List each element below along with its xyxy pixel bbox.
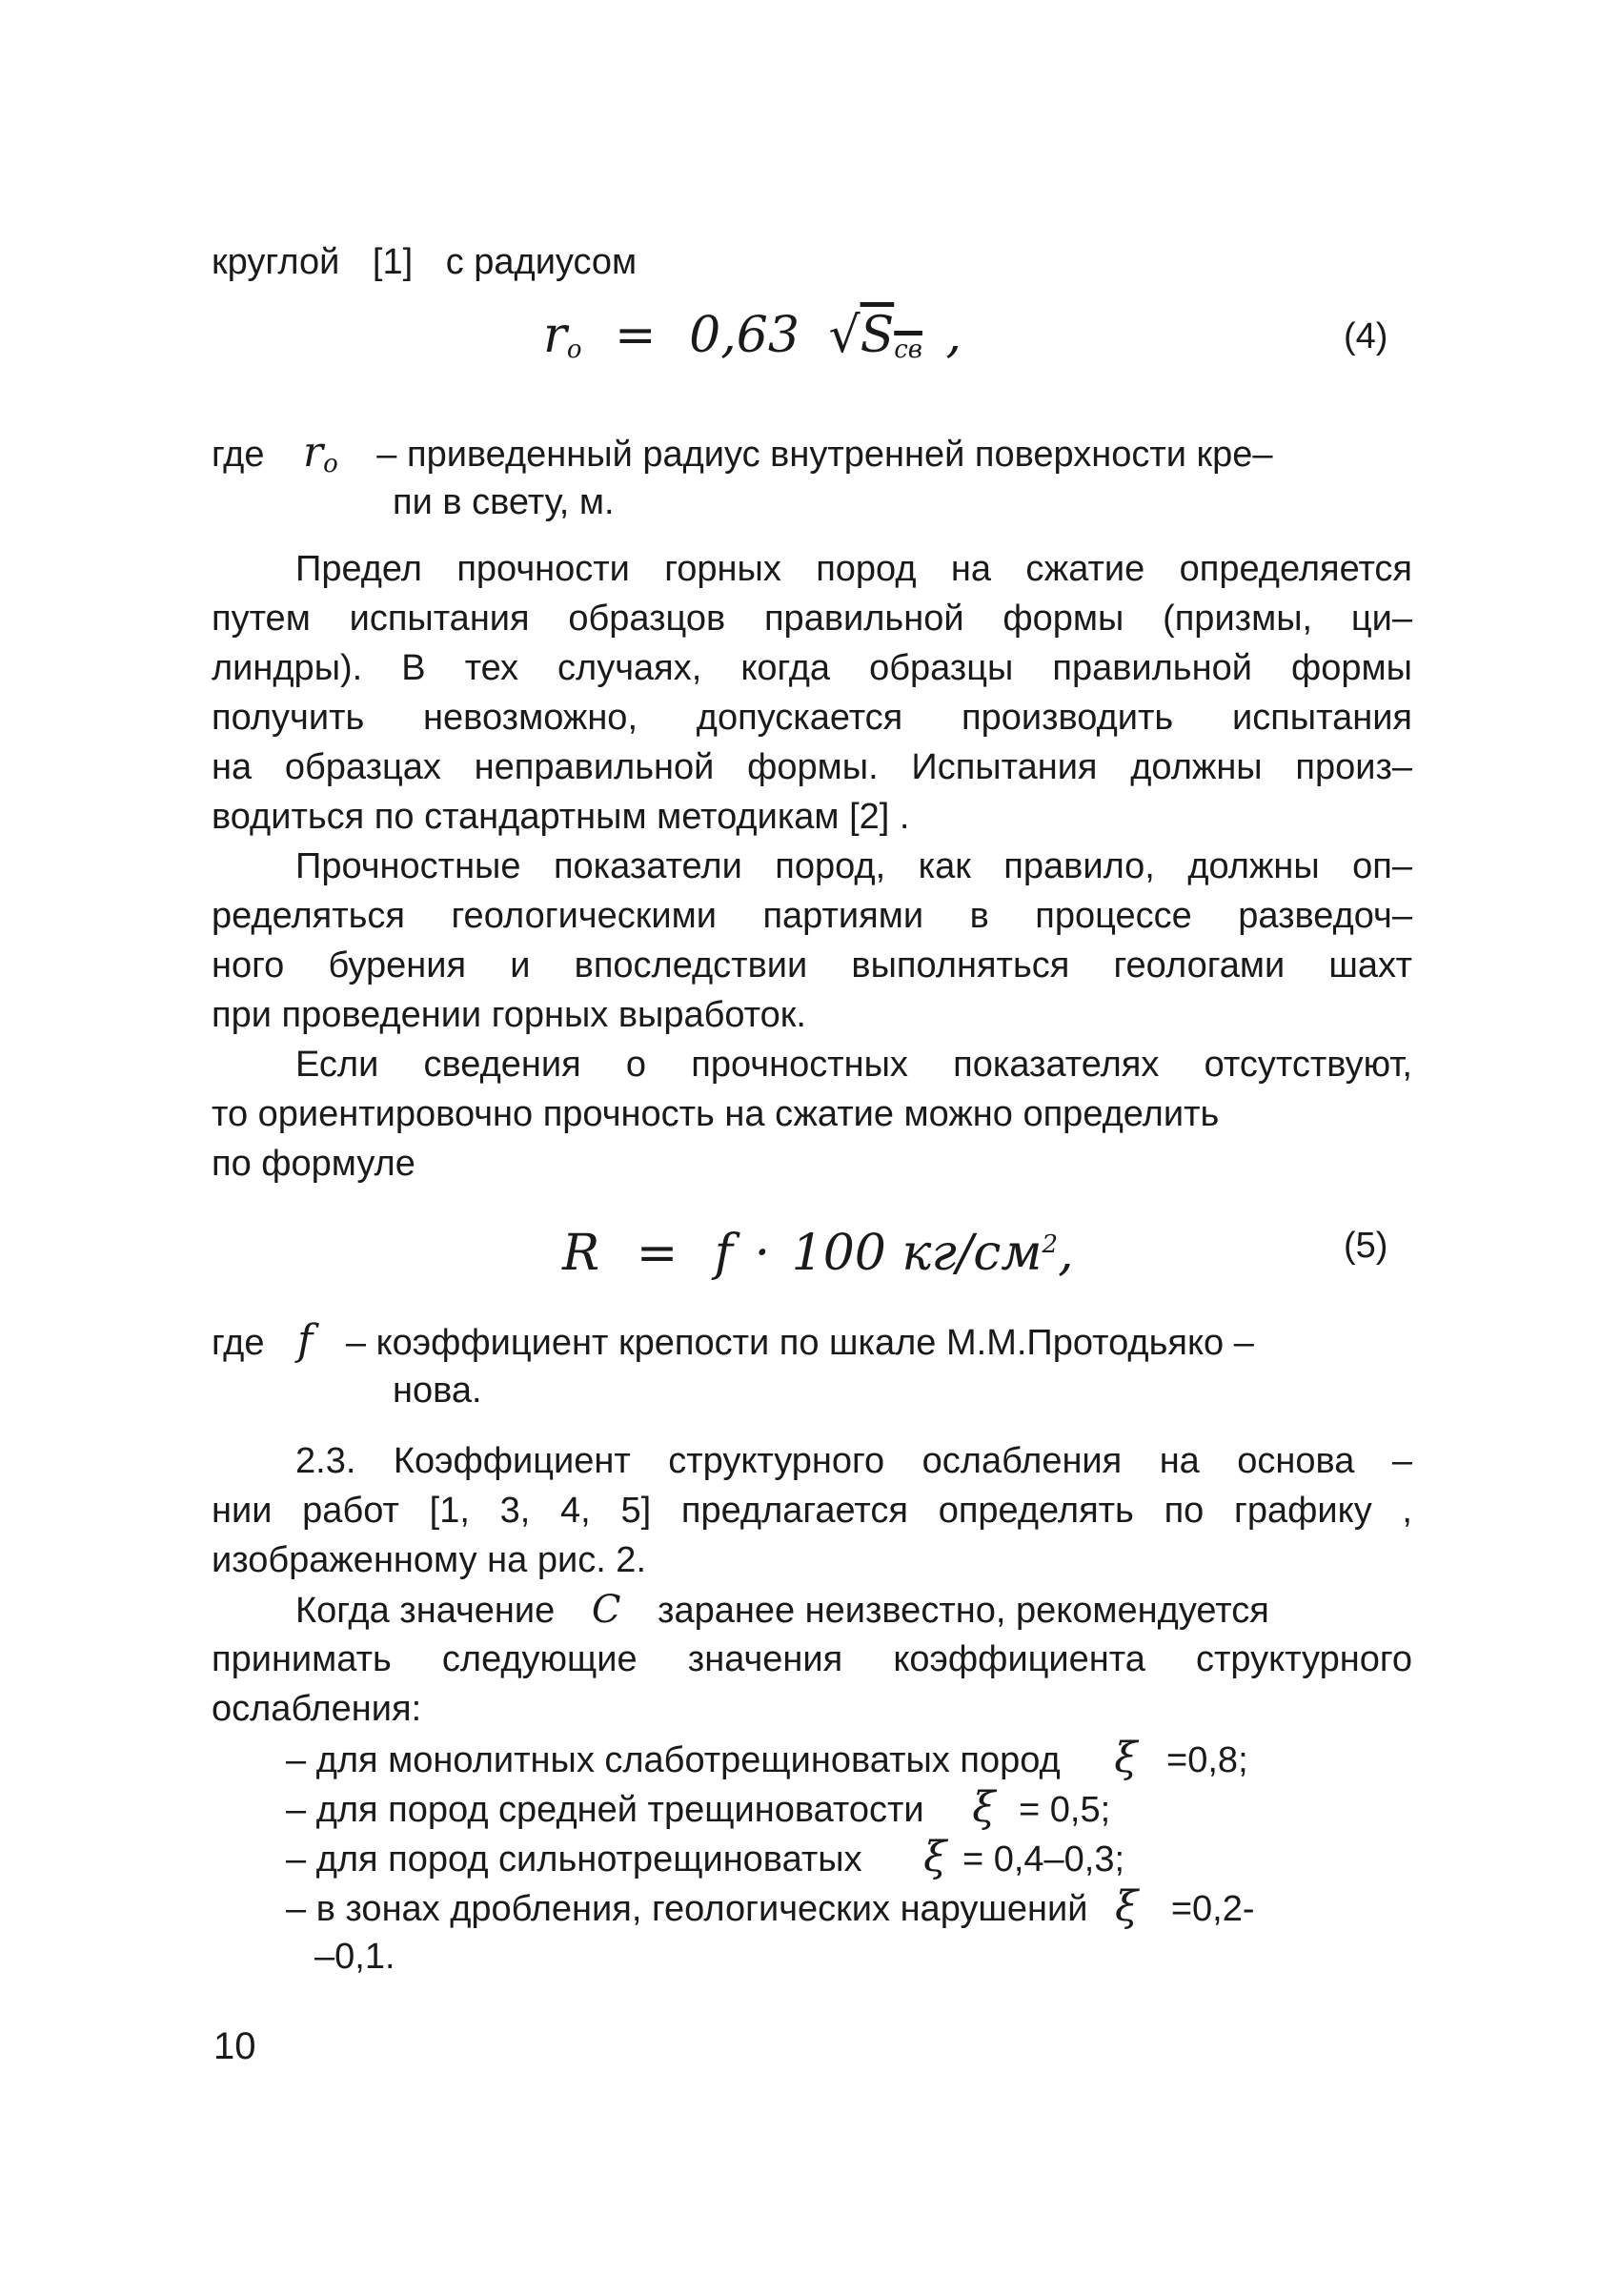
definition-1-line-2: пи в свету, м. bbox=[393, 482, 615, 522]
section-2-3-line-2: нии работ [1, 3, 4, 5] предлагается определять по графику , bbox=[212, 1491, 1412, 1531]
list-item-symbol: ξ bbox=[1115, 1882, 1139, 1931]
equation-number-4: (4) bbox=[1344, 316, 1388, 356]
formula-4 bbox=[543, 307, 962, 378]
list-item-text: – для монолитных слаботрещиноватых пород bbox=[286, 1740, 1061, 1780]
paragraph-3-line-3: по формуле bbox=[212, 1144, 415, 1184]
intro-tail: с радиусом bbox=[445, 242, 638, 282]
list-item bbox=[286, 1883, 1412, 1933]
equation-number-5: (5) bbox=[1344, 1226, 1388, 1266]
list-item bbox=[286, 1834, 1412, 1883]
page-number: 10 bbox=[213, 2025, 256, 2067]
formula-5-equals: = bbox=[636, 1225, 678, 1282]
intro-reference: [1] bbox=[372, 242, 414, 282]
formula-5-comma: , bbox=[1058, 1225, 1074, 1282]
formula-4-lhs: r bbox=[543, 307, 567, 364]
paragraph-4-text-b: заранее неизвестно, рекомендуется bbox=[658, 1591, 1269, 1631]
formula-5-lhs: R bbox=[562, 1225, 600, 1282]
paragraph-3-line-2: то ориентировочно прочность на сжатие можно определить bbox=[212, 1094, 1220, 1134]
definition-2-symbol: f bbox=[297, 1316, 314, 1365]
formula-4-coefficient: 0,63 bbox=[689, 307, 800, 364]
formula-5-f: f bbox=[714, 1225, 734, 1282]
definition-2-line-1 bbox=[212, 1317, 1412, 1367]
definition-2-where: где bbox=[212, 1323, 265, 1363]
list-item-value: = 0,5; bbox=[1019, 1790, 1111, 1830]
list-item bbox=[286, 1735, 1412, 1784]
formula-4-equals: = bbox=[615, 307, 657, 364]
formula-4-radicand-subscript: св bbox=[894, 335, 922, 364]
formula-4-radicand: S bbox=[860, 307, 895, 364]
list-item-value: =0,2- bbox=[1170, 1889, 1255, 1929]
list-item-text: – для пород сильнотрещиноватых bbox=[286, 1839, 862, 1879]
list-item-symbol: ξ bbox=[923, 1833, 947, 1881]
formula-5-dot: · bbox=[754, 1225, 771, 1282]
section-2-3-line-3: изображенному на рис. 2. bbox=[212, 1540, 646, 1580]
definition-1-symbol: r bbox=[303, 428, 324, 477]
definition-1-symbol-subscript: o bbox=[323, 450, 338, 478]
paragraph-2-line-4: при проведении горных выработок. bbox=[212, 995, 806, 1035]
list-item-symbol: ξ bbox=[972, 1783, 996, 1832]
paragraph-4-line-2: принимать следующие значения коэффициента структурного bbox=[212, 1639, 1412, 1679]
intro-text: круглой bbox=[212, 242, 340, 282]
paragraph-1-line-5: на образцах неправильной формы. Испытания должны произ– bbox=[212, 747, 1412, 787]
paragraph-1-line-1: Предел прочности горных пород на сжатие определяется bbox=[295, 549, 1412, 589]
intro-line bbox=[212, 238, 1412, 286]
paragraph-2-line-2: ределяться геологическими партиями в процессе разведоч– bbox=[212, 896, 1412, 936]
list-item bbox=[286, 1784, 1412, 1834]
list-item-value: = 0,4–0,3; bbox=[962, 1839, 1125, 1879]
list-item-symbol: ξ bbox=[1114, 1734, 1138, 1782]
paragraph-3-line-1: Если сведения о прочностных показателях отсутствуют, bbox=[295, 1045, 1412, 1085]
list-item-continuation: –0,1. bbox=[314, 1937, 395, 1977]
paragraph-1-line-4: получить невозможно, допускается производить испытания bbox=[212, 698, 1412, 738]
definition-1-where: где bbox=[212, 435, 265, 475]
paragraph-4-line-3: ослабления: bbox=[212, 1689, 422, 1729]
root-icon: √ bbox=[828, 307, 861, 364]
formula-5-superscript: 2 bbox=[1042, 1230, 1059, 1259]
list-item-value: =0,8; bbox=[1166, 1740, 1248, 1780]
paragraph-2-line-1: Прочностные показатели пород, как правило, должны оп– bbox=[295, 846, 1412, 886]
list-item-text: – в зонах дробления, геологических нарушений bbox=[286, 1889, 1088, 1929]
paragraph-4-line-1 bbox=[295, 1586, 1412, 1635]
formula-5-value: 100 кг/см bbox=[791, 1225, 1043, 1282]
definition-1-text: – приведенный радиус внутренней поверхности кре– bbox=[376, 435, 1273, 475]
formula-5 bbox=[562, 1216, 1074, 1282]
paragraph-1-line-3: линдры). В тех случаях, когда образцы правильной формы bbox=[212, 648, 1412, 688]
paragraph-4-text-a: Когда значение bbox=[295, 1591, 556, 1631]
formula-4-comma: , bbox=[945, 307, 962, 364]
paragraph-1-line-6: водиться по стандартным методикам [2] . bbox=[212, 797, 910, 837]
list-item-text: – для пород средней трещиноватости bbox=[286, 1790, 924, 1830]
definition-2-text: – коэффициент крепости по шкале М.М.Протодьяко – bbox=[345, 1323, 1254, 1363]
formula-4-lhs-subscript: o bbox=[566, 335, 582, 364]
definition-2-line-2: нова. bbox=[393, 1371, 482, 1411]
paragraph-2-line-3: ного бурения и впоследствии выполняться геологами шахт bbox=[212, 945, 1412, 985]
paragraph-1-line-2: путем испытания образцов правильной формы (призмы, ци– bbox=[212, 599, 1412, 639]
section-2-3-line-1: 2.3. Коэффициент структурного ослабления на основа – bbox=[295, 1441, 1412, 1481]
paragraph-4-symbol-c: C bbox=[591, 1588, 621, 1632]
